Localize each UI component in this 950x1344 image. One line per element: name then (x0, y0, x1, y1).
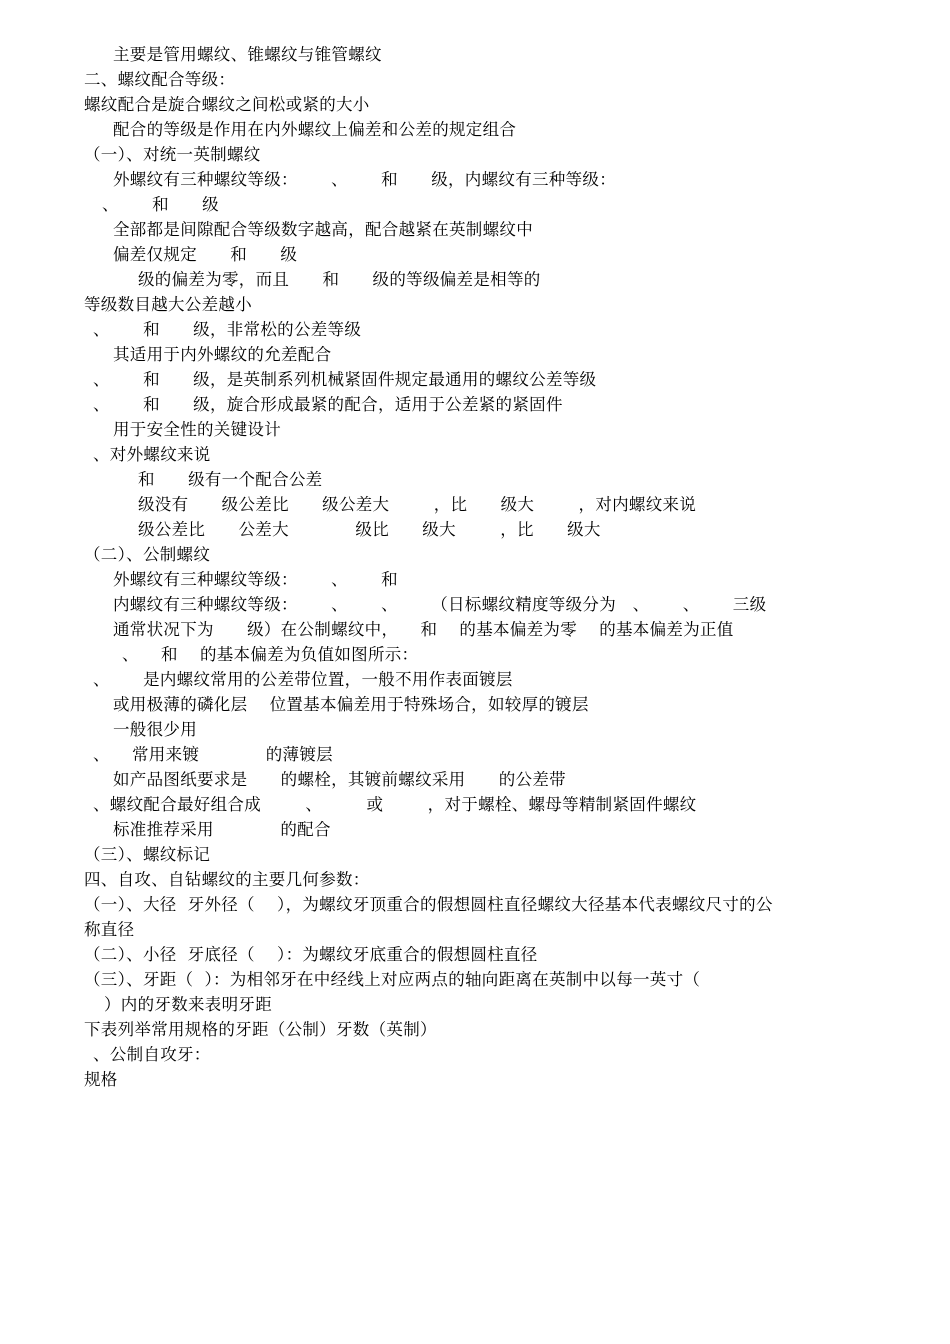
subsection-heading: （二）、公制螺纹 (84, 545, 211, 564)
section-heading: 四、自攻、自钻螺纹的主要几何参数： (84, 870, 370, 889)
text-line: 级没有 级公差比 级公差大 ，比 级大 ，对内螺纹来说 (138, 495, 697, 514)
text-line: 通常状况下为 级）在公制螺纹中， 和 的基本偏差为零 的基本偏差为正值 (113, 620, 734, 639)
text-line: 内螺纹有三种螺纹等级： 、 、 （日标螺纹精度等级分为 、 、 三级 (113, 595, 767, 614)
text-line: 其适用于内外螺纹的允差配合 (113, 345, 332, 364)
text-line: （三）、牙距（ ）：为相邻牙在中经线上对应两点的轴向距离在英制中以每一英寸（ (84, 970, 701, 989)
text-line: 如产品图纸要求是 的螺栓，其镀前螺纹采用 的公差带 (113, 770, 566, 789)
text-line: 、 和 级 (102, 195, 219, 214)
text-line: 、 和 级，是英制系列机械紧固件规定最通用的螺纹公差等级 (93, 370, 597, 389)
text-line: ）内的牙数来表明牙距 (104, 995, 272, 1014)
text-line: （二）、小径 牙底径（ ）：为螺纹牙底重合的假想圆柱直径 (84, 945, 538, 964)
text-line: 级公差比 公差大 级比 级大 ，比 级大 (138, 520, 601, 539)
text-line: 级的偏差为零，而且 和 级的等级偏差是相等的 (138, 270, 541, 289)
text-line: 外螺纹有三种螺纹等级： 、 和 (113, 570, 398, 589)
text-line: 、 和 级，非常松的公差等级 (93, 320, 362, 339)
text-line: 规格 (84, 1070, 118, 1089)
subsection-heading: （三）、螺纹标记 (84, 845, 211, 864)
text-line: 、公制自攻牙： (93, 1045, 211, 1064)
text-line: 下表列举常用规格的牙距（公制）牙数（英制） (84, 1020, 437, 1039)
text-line: 等级数目越大公差越小 (84, 295, 252, 314)
text-line: 或用极薄的磷化层 位置基本偏差用于特殊场合，如较厚的镀层 (113, 695, 589, 714)
text-line: 和 级有一个配合公差 (138, 470, 323, 489)
text-line: 、 是内螺纹常用的公差带位置，一般不用作表面镀层 (93, 670, 513, 689)
text-line: 、 常用来镀 的薄镀层 (93, 745, 333, 764)
section-heading: 二、螺纹配合等级： (84, 70, 236, 89)
text-line: 主要是管用螺纹、锥螺纹与锥管螺纹 (113, 45, 382, 64)
text-line: 称直径 (84, 920, 135, 939)
text-line: 用于安全性的关键设计 (113, 420, 281, 439)
text-line: 偏差仅规定 和 级 (113, 245, 298, 264)
subsection-heading: （一）、对统一英制螺纹 (84, 145, 261, 164)
text-line: 配合的等级是作用在内外螺纹上偏差和公差的规定组合 (113, 120, 517, 139)
text-line: （一）、大径 牙外径（ ），为螺纹牙顶重合的假想圆柱直径螺纹大径基本代表螺纹尺寸的公 (84, 895, 773, 914)
text-line: 一般很少用 (113, 720, 197, 739)
text-line: 、 和 级，旋合形成最紧的配合，适用于公差紧的紧固件 (93, 395, 563, 414)
text-line: 、 和 的基本偏差为负值如图所示： (122, 645, 419, 664)
text-line: 、对外螺纹来说 (93, 445, 211, 464)
text-line: 、螺纹配合最好组合成 、 或 ，对于螺栓、螺母等精制紧固件螺纹 (93, 795, 697, 814)
text-line: 外螺纹有三种螺纹等级： 、 和 级，内螺纹有三种等级： (113, 170, 617, 189)
text-line: 螺纹配合是旋合螺纹之间松或紧的大小 (84, 95, 370, 114)
text-line: 全部都是间隙配合等级数字越高，配合越紧在英制螺纹中 (113, 220, 533, 239)
text-line: 标准推荐采用 的配合 (113, 820, 331, 839)
